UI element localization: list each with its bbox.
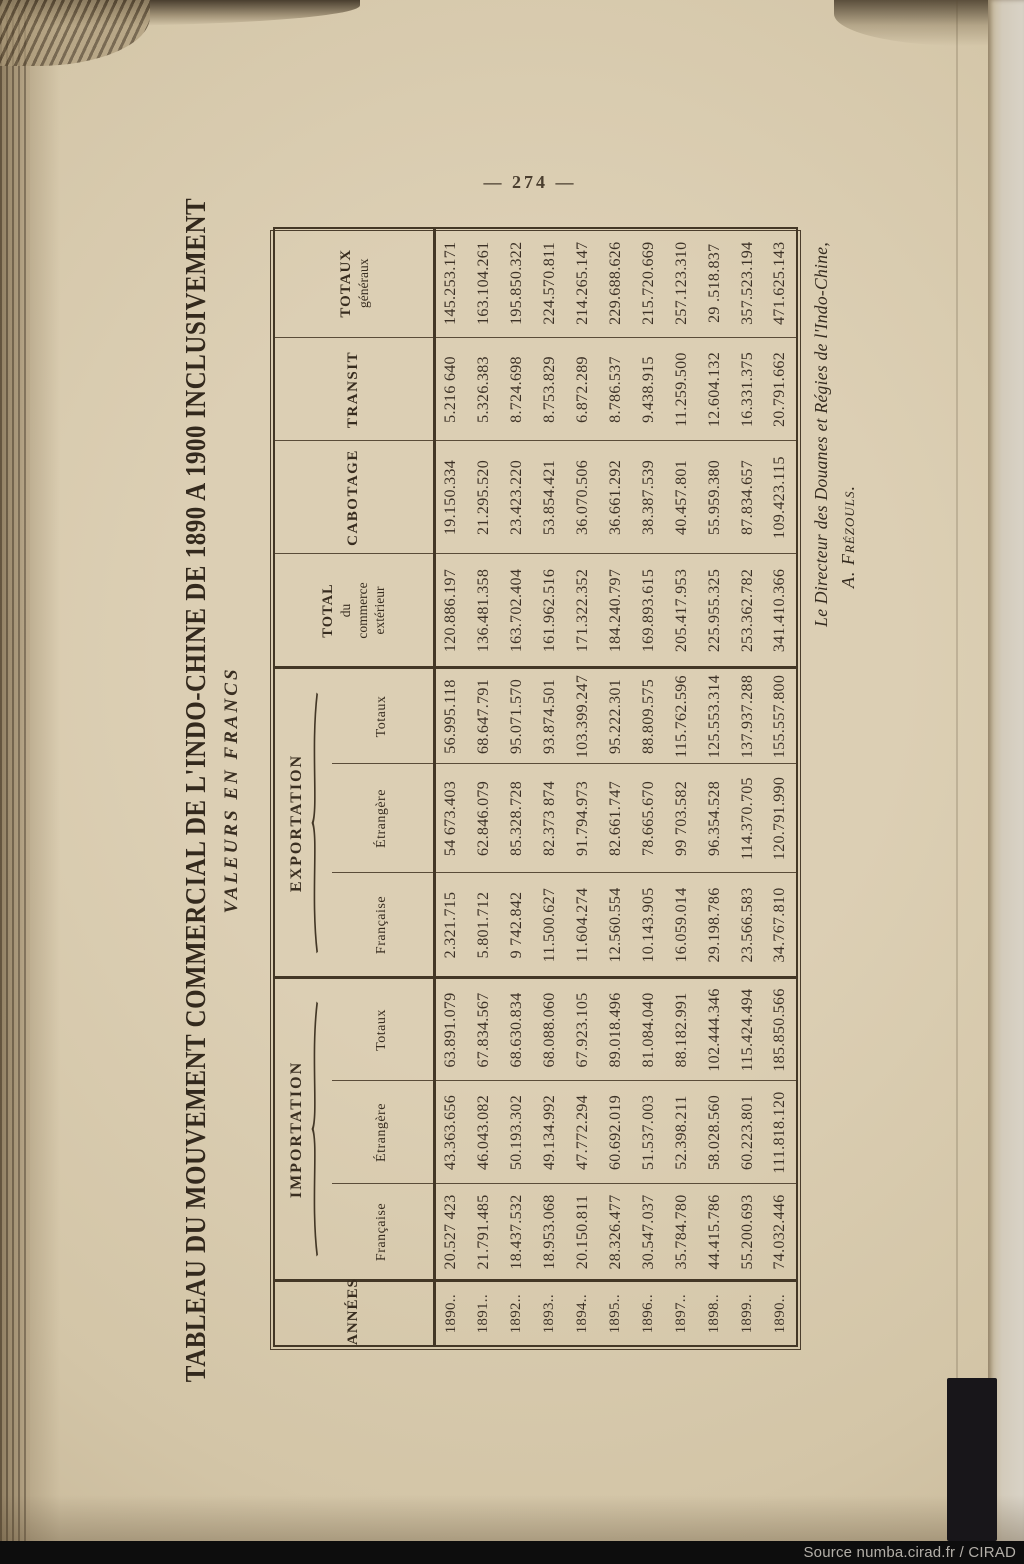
value-cell: 51.537.003 [632,1081,665,1184]
value-cell: 96.354.528 [698,764,731,873]
table-header [274,228,434,1346]
value-cell: 29.198.786 [698,873,731,978]
statistics-table [273,227,798,1347]
value-cell: 171.322.352 [566,554,599,668]
value-cell: 120.791.990 [764,764,797,873]
value-cell: 21.791.485 [467,1184,500,1281]
value-cell: 34.767.810 [764,873,797,978]
value-cell: 215.720.669 [632,228,665,338]
value-cell: 81.084.040 [632,978,665,1081]
value-cell: 43.363.656 [434,1081,467,1184]
value-cell: 47.772.294 [566,1081,599,1184]
value-cell: 91.794.973 [566,764,599,873]
value-cell: 5.801.712 [467,873,500,978]
value-cell: 184.240.797 [599,554,632,668]
table-row [599,228,632,1346]
total-line: du [337,603,353,618]
subheader-exp-francaise: Française [332,873,434,978]
value-cell: 5.326.383 [467,338,500,441]
value-cell: 88.182.991 [665,978,698,1081]
value-cell: 53.854.421 [533,441,566,554]
value-cell: 145.253.171 [434,228,467,338]
value-cell: 8.786.537 [599,338,632,441]
value-cell: 8.753.829 [533,338,566,441]
year-cell: 1890.. [442,1294,459,1334]
value-cell: 85.328.728 [500,764,533,873]
value-cell: 9.438.915 [632,338,665,441]
table-row [500,228,533,1346]
table-row [566,228,599,1346]
value-cell: 38.387.539 [632,441,665,554]
value-cell: 87.834.657 [731,441,764,554]
value-cell: 111.818.120 [764,1081,797,1184]
value-cell: 55.959.380 [698,441,731,554]
value-cell: 60.223.801 [731,1081,764,1184]
signature-title: Le Directeur des Douanes et Régies de l'Indo-Chine, [811,242,831,627]
total-line: extérieur [371,586,387,635]
signature-name: A. Frézouls. [838,485,858,589]
value-cell: 11.500.627 [533,873,566,978]
total-line: TOTAL [319,583,336,638]
year-cell: 1896.. [640,1294,656,1334]
value-cell: 8.724.698 [500,338,533,441]
value-cell: 56.995.118 [434,668,467,764]
value-cell: 99 703.582 [665,764,698,873]
brace-icon [310,688,319,958]
value-cell: 68.630.834 [500,978,533,1081]
value-cell: 11.604.274 [566,873,599,978]
value-cell: 161.962.516 [533,554,566,668]
value-cell: 5.216 640 [434,338,467,441]
value-cell: 74.032.446 [764,1184,797,1281]
value-cell: 102.444.346 [698,978,731,1081]
value-cell: 28.326.477 [599,1184,632,1281]
value-cell: 18.437.532 [500,1184,533,1281]
subheader-imp-etrangere: Étrangère [332,1081,434,1184]
value-cell: 55.200.693 [731,1184,764,1281]
header-exportation [274,668,332,978]
value-cell: 67.834.567 [467,978,500,1081]
value-cell: 214.265.147 [566,228,599,338]
value-cell: 19.150.334 [434,441,467,554]
value-cell: 341.410.366 [764,554,797,668]
title-area [175,197,270,1383]
value-cell: 68.088.060 [533,978,566,1081]
value-cell: 120.886.197 [434,554,467,668]
value-cell: 44.415.786 [698,1184,731,1281]
totaux-line: TOTAUX [337,248,354,318]
value-cell: 169.893.615 [632,554,665,668]
year-cell: 1898.. [706,1294,722,1334]
value-cell: 58.028.560 [698,1081,731,1184]
value-cell: 62.846.079 [467,764,500,873]
table-row [467,228,500,1346]
subheader-exp-etrangere: Étrangère [332,764,434,873]
value-cell: 82.661.747 [599,764,632,873]
value-cell: 12.560.554 [599,873,632,978]
value-cell: 88.809.575 [632,668,665,764]
value-cell: 46.043.082 [467,1081,500,1184]
subheader-imp-francaise: Française [332,1184,434,1281]
value-cell: 125.553.314 [698,668,731,764]
document-subtitle: VALEURS EN FRANCS [221,666,242,914]
table-frame [270,230,801,1350]
value-cell: 21.295.520 [467,441,500,554]
value-cell: 9 742.842 [500,873,533,978]
brace-icon [310,998,319,1262]
value-cell: 89.018.496 [599,978,632,1081]
value-cell: 20.150.811 [566,1184,599,1281]
source-bar [0,1541,1024,1564]
table-row [665,228,698,1346]
value-cell: 23.566.583 [731,873,764,978]
value-cell: 471.625.143 [764,228,797,338]
subheader-imp-totaux: Totaux [332,978,434,1081]
value-cell: 11.259.500 [665,338,698,441]
value-cell: 224.570.811 [533,228,566,338]
value-cell: 35.784.780 [665,1184,698,1281]
value-cell: 18.953.068 [533,1184,566,1281]
value-cell: 357.523.194 [731,228,764,338]
value-cell: 115.762.596 [665,668,698,764]
year-cell: 1893.. [541,1294,557,1334]
value-cell: 163.104.261 [467,228,500,338]
value-cell: 195.850.322 [500,228,533,338]
table-row [731,228,764,1346]
fore-edge [988,0,1024,1564]
value-cell: 155.557.800 [764,668,797,764]
exportation-label: EXPORTATION [288,753,305,893]
value-cell: 49.134.992 [533,1081,566,1184]
table-row [764,228,797,1346]
year-cell: 1892.. [508,1294,524,1334]
year-cell: 1891.. [475,1294,491,1334]
header-annees: ANNÉES [274,1281,434,1346]
value-cell: 93.874.501 [533,668,566,764]
table-row [434,228,467,1346]
value-cell: 30.547.037 [632,1184,665,1281]
value-cell: 163.702.404 [500,554,533,668]
value-cell: 54 673.403 [434,764,467,873]
value-cell: 23.423.220 [500,441,533,554]
table-row [698,228,731,1346]
subheader-exp-totaux: Totaux [332,668,434,764]
value-cell: 205.417.953 [665,554,698,668]
value-cell: 60.692.019 [599,1081,632,1184]
value-cell: 50.193.302 [500,1081,533,1184]
value-cell: 2.321.715 [434,873,467,978]
value-cell: 67.923.105 [566,978,599,1081]
header-importation [274,978,332,1281]
document-title: TABLEAU DU MOUVEMENT COMMERCIAL DE L'INDO-CHINE DE 1890 A 1900 INCLUSIVEMENT [181,197,212,1383]
header-transit: TRANSIT [274,338,434,441]
value-cell: 137.937.288 [731,668,764,764]
value-cell: 16.331.375 [731,338,764,441]
page-edge-lines [0,0,30,1564]
value-cell: 20.791.662 [764,338,797,441]
value-cell: 257.123.310 [665,228,698,338]
header-totaux-generaux [274,228,434,338]
year-cell: 1894.. [574,1294,590,1334]
value-cell: 36.661.292 [599,441,632,554]
year-cell: 1895.. [607,1294,623,1334]
totaux-line: généraux [355,258,371,308]
value-cell: 16.059.014 [665,873,698,978]
header-total-commerce [274,554,434,668]
value-cell: 185.850.566 [764,978,797,1081]
value-cell: 115.424.494 [731,978,764,1081]
value-cell: 6.872.289 [566,338,599,441]
value-cell: 109.423.115 [764,441,797,554]
value-cell: 29 .518.837 [698,228,731,338]
header-cabotage: CABOTAGE [274,441,434,554]
value-cell: 40.457.801 [665,441,698,554]
value-cell: 95.222.301 [599,668,632,764]
table-body [434,228,797,1346]
year-cell: 1899.. [739,1294,755,1334]
book-cover-strip [947,1378,997,1541]
value-cell: 114.370.705 [731,764,764,873]
value-cell: 12.604.132 [698,338,731,441]
value-cell: 52.398.211 [665,1081,698,1184]
year-cell: 1897.. [673,1294,689,1334]
value-cell: 63.891.079 [434,978,467,1081]
rotated-table-block [175,197,887,1383]
value-cell: 253.362.782 [731,554,764,668]
bottom-page-shadow [0,1495,1024,1541]
value-cell: 36.070.506 [566,441,599,554]
value-cell: 78.665.670 [632,764,665,873]
table-row [632,228,665,1346]
value-cell: 20.527 423 [434,1184,467,1281]
value-cell: 103.399.247 [566,668,599,764]
source-text: Source numba.cirad.fr / CIRAD [803,1544,1016,1561]
value-cell: 136.481.358 [467,554,500,668]
table-row [533,228,566,1346]
signature-block [811,230,859,1350]
value-cell: 95.071.570 [500,668,533,764]
value-cell: 225.955.325 [698,554,731,668]
page-number: — 274 — [483,172,577,192]
value-cell: 10.143.905 [632,873,665,978]
total-line: commerce [354,582,370,639]
value-cell: 68.647.791 [467,668,500,764]
importation-label: IMPORTATION [288,1060,305,1199]
page-crease [956,0,958,1564]
year-cell: 1890.. [771,1294,788,1334]
value-cell: 82.373 874 [533,764,566,873]
value-cell: 229.688.626 [599,228,632,338]
